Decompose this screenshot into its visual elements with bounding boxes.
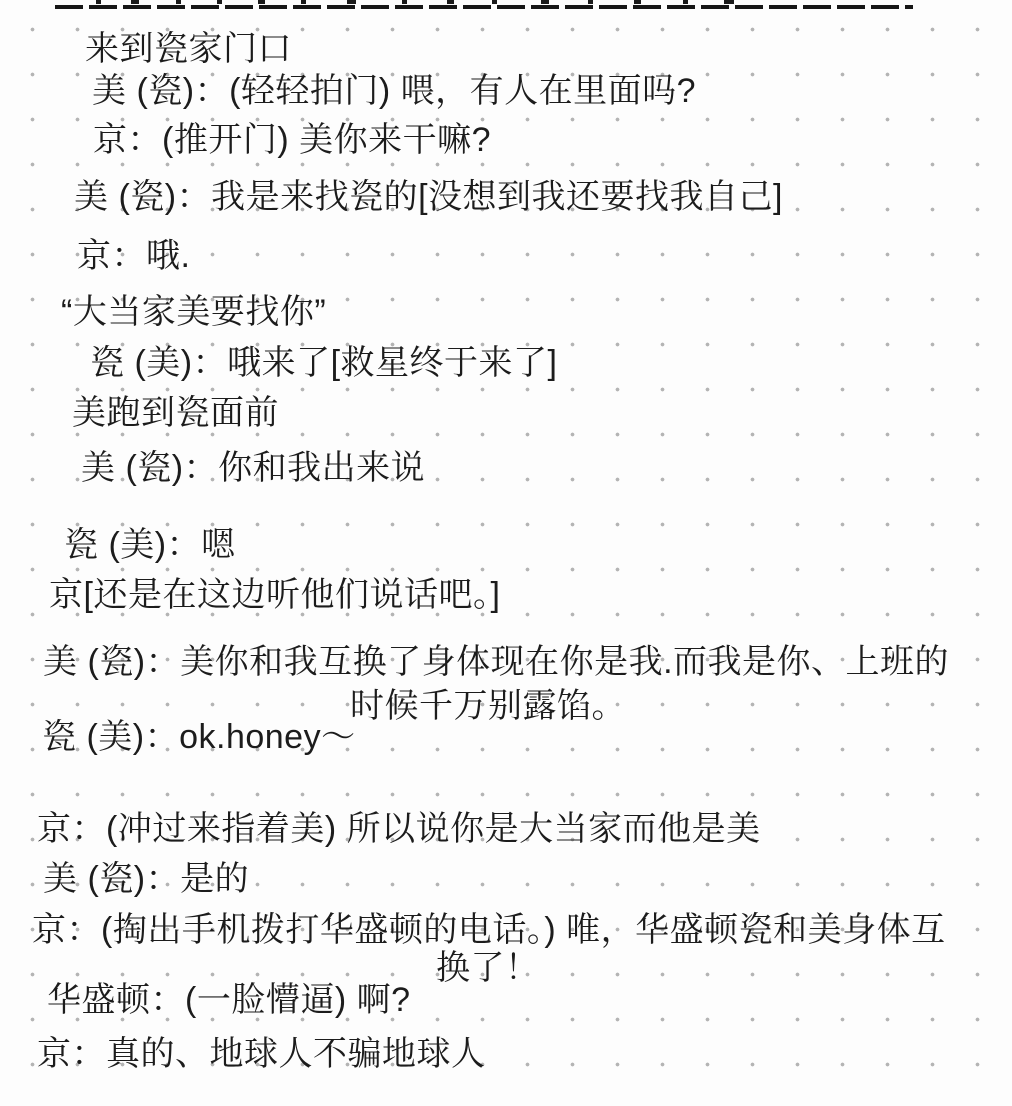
dialogue-line: 美 (瓷)：是的 <box>43 860 250 898</box>
dialogue-line: 美 (瓷)：美你和我互换了身体现在你是我.而我是你、上班的 <box>43 643 950 681</box>
dialogue-line: 华盛顿：(一脸懵逼) 啊? <box>47 981 411 1019</box>
dialogue-continuation-line: 时候千万别露馅。 <box>350 687 626 725</box>
scene-direction-line: 美跑到瓷面前 <box>72 394 279 432</box>
dialogue-line: 瓷 (美)：哦来了[救星终于来了] <box>90 344 558 382</box>
dialogue-line: 美 (瓷)：我是来找瓷的[没想到我还要找我自己] <box>74 178 783 216</box>
dialogue-line: 京：(掏出手机拨打华盛顿的电话。) 唯，华盛顿瓷和美身体互 <box>32 911 946 949</box>
dialogue-continuation-line: 换了！ <box>436 949 540 987</box>
scene-direction-line: 来到瓷家门口 <box>85 30 292 68</box>
dialogue-line: 京：真的、地球人不骗地球人 <box>37 1035 486 1073</box>
dialogue-line: 美 (瓷)：(轻轻拍门) 喂，有人在里面吗? <box>92 72 697 110</box>
dialogue-line: 京：(冲过来指着美) 所以说你是大当家而他是美 <box>37 810 761 848</box>
dialogue-line: 瓷 (美)：嗯 <box>64 526 236 564</box>
dialogue-line: 美 (瓷)：你和我出来说 <box>81 449 426 487</box>
inner-thought-line: 京[还是在这边听他们说话吧。] <box>49 576 501 614</box>
quoted-shout-line: “大当家美要找你” <box>61 293 327 331</box>
dialogue-line: 瓷 (美)：ok.honey～ <box>42 718 356 756</box>
dashed-divider-line <box>55 5 913 9</box>
dialogue-line: 京：(推开门) 美你来干嘛? <box>93 121 491 159</box>
dialogue-line: 京：哦. <box>77 237 191 275</box>
